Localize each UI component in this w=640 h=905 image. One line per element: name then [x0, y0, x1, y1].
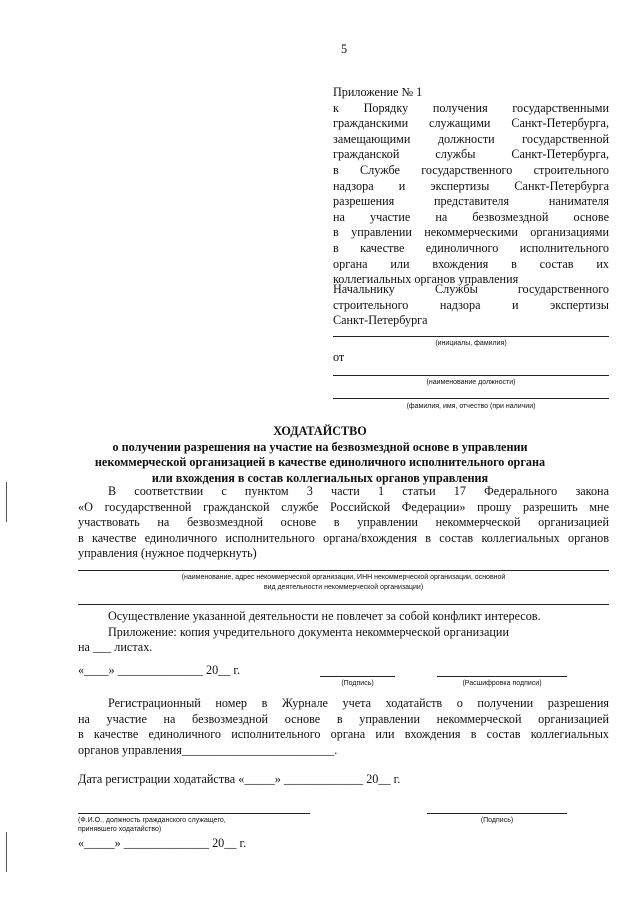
caption-initials: (инициалы, фамилия): [435, 340, 507, 347]
appendix-line: на участие на безвозмездной основе: [333, 209, 609, 224]
caption-fio: (фамилия, имя, отчество (при наличии): [406, 403, 536, 410]
appendix-line: в качестве единоличного исполнительного: [333, 240, 609, 255]
caption-decode: (Расшифровка подписи): [462, 680, 542, 687]
from-label: от: [333, 350, 345, 364]
attachment-text: Приложение: копия учредительного документа некоммерческой организации: [108, 625, 509, 639]
appendix-line: надзора и экспертизы Санкт-Петербурга: [333, 178, 609, 193]
appendix-line: в Службе государственного строительного: [333, 162, 609, 177]
appendix-block: [333, 85, 609, 288]
registration-line: Регистрационный номер в Журнале учета ходатайств о получении разрешения: [108, 696, 609, 710]
appendix-line: в управлении некоммерческими организациями: [333, 225, 609, 240]
addressee-line: Начальнику Службы государственного: [333, 282, 609, 296]
addressee-block: [333, 282, 609, 329]
caption-sign-reg: (Подпись): [480, 817, 514, 824]
appendix-line: органа или вхождения в состав их: [333, 256, 609, 271]
org-caption: (наименование, адрес некоммерческой организации, ИНН некоммерческой организации, основной: [181, 574, 506, 581]
caption-fio-employee: принявшего ходатайство): [78, 826, 162, 833]
appendix-line: гражданскими служащими Санкт-Петербурга,: [333, 116, 609, 131]
appendix-line: разрешения представителя нанимателя: [333, 194, 609, 209]
fio-sign-line: [78, 813, 310, 814]
body-line: управления (нужное подчеркнуть): [78, 546, 257, 561]
attachment-sheets: на ___ листах.: [78, 640, 153, 654]
caption-fio-employee: (Ф.И.О., должность гражданского служащего,: [78, 817, 226, 824]
heading-block: [60, 424, 580, 486]
org-line-2: [78, 604, 609, 605]
registration-block: [78, 696, 609, 758]
appendix-line: коллегиальных органов управления: [333, 272, 519, 287]
final-date: «_____» ______________ 20__ г.: [78, 836, 247, 850]
appendix-line: гражданской службы Санкт-Петербурга,: [333, 147, 609, 162]
org-line: [78, 570, 609, 571]
registration-date: Дата регистрации ходатайства «_____» _____________ 20__ г.: [78, 772, 401, 786]
heading-line: или вхождения в состав коллегиальных органов управления: [151, 470, 489, 485]
heading-line: некоммерческой организацией в качестве единоличного исполнительного органа: [94, 455, 546, 470]
heading-title: ХОДАТАЙСТВО: [273, 424, 367, 438]
position-line: [333, 375, 609, 376]
registration-line: в качестве единоличного исполнительного органа или вхождения в состав коллегиальных: [78, 727, 609, 742]
body-block: [78, 484, 609, 562]
appendix-line: замещающими должности государственной: [333, 131, 609, 146]
fio-line: [333, 398, 609, 399]
appendix-title: Приложение № 1: [333, 85, 423, 99]
addressee-line: Санкт-Петербурга: [333, 313, 428, 328]
initials-line: [333, 336, 609, 337]
body-line: В соответствии с пунктом 3 части 1 статьи 17 Федерального закона: [108, 484, 609, 498]
body-line: в качестве единоличного исполнительного органа/вхождения в состав коллегиальных органов: [78, 530, 609, 545]
scan-edge-mark: [6, 832, 7, 872]
reg-sign-line: [427, 813, 567, 814]
registration-line: органов управления_________________________.: [78, 742, 338, 757]
caption-position: (наименование должности): [426, 379, 516, 386]
registration-line: на участие на безвозмездной основе в управлении некоммерческой организацией: [78, 711, 609, 726]
signature-date: «____» ______________ 20__ г.: [78, 663, 241, 677]
sign-line: [320, 676, 395, 677]
decode-line: [437, 676, 567, 677]
body-line: «О государственной гражданской службе Российской Федерации» прошу разрешить мне: [78, 499, 609, 514]
conflict-text: Осуществление указанной деятельности не повлечет за собой конфликт интересов.: [108, 609, 541, 623]
body-line: участвовать на безвозмездной основе в управлении некоммерческой организацией: [78, 515, 609, 530]
heading-line: о получении разрешения на участие на безвозмездной основе в управлении: [112, 439, 528, 454]
appendix-line: к Порядку получения государственными: [333, 100, 609, 115]
page-number: 5: [341, 42, 348, 56]
org-caption: вид деятельности некоммерческой организации): [263, 584, 424, 591]
scan-edge-mark: [6, 482, 7, 522]
caption-sign: (Подпись): [341, 680, 374, 687]
addressee-line: строительного надзора и экспертизы: [333, 297, 609, 312]
